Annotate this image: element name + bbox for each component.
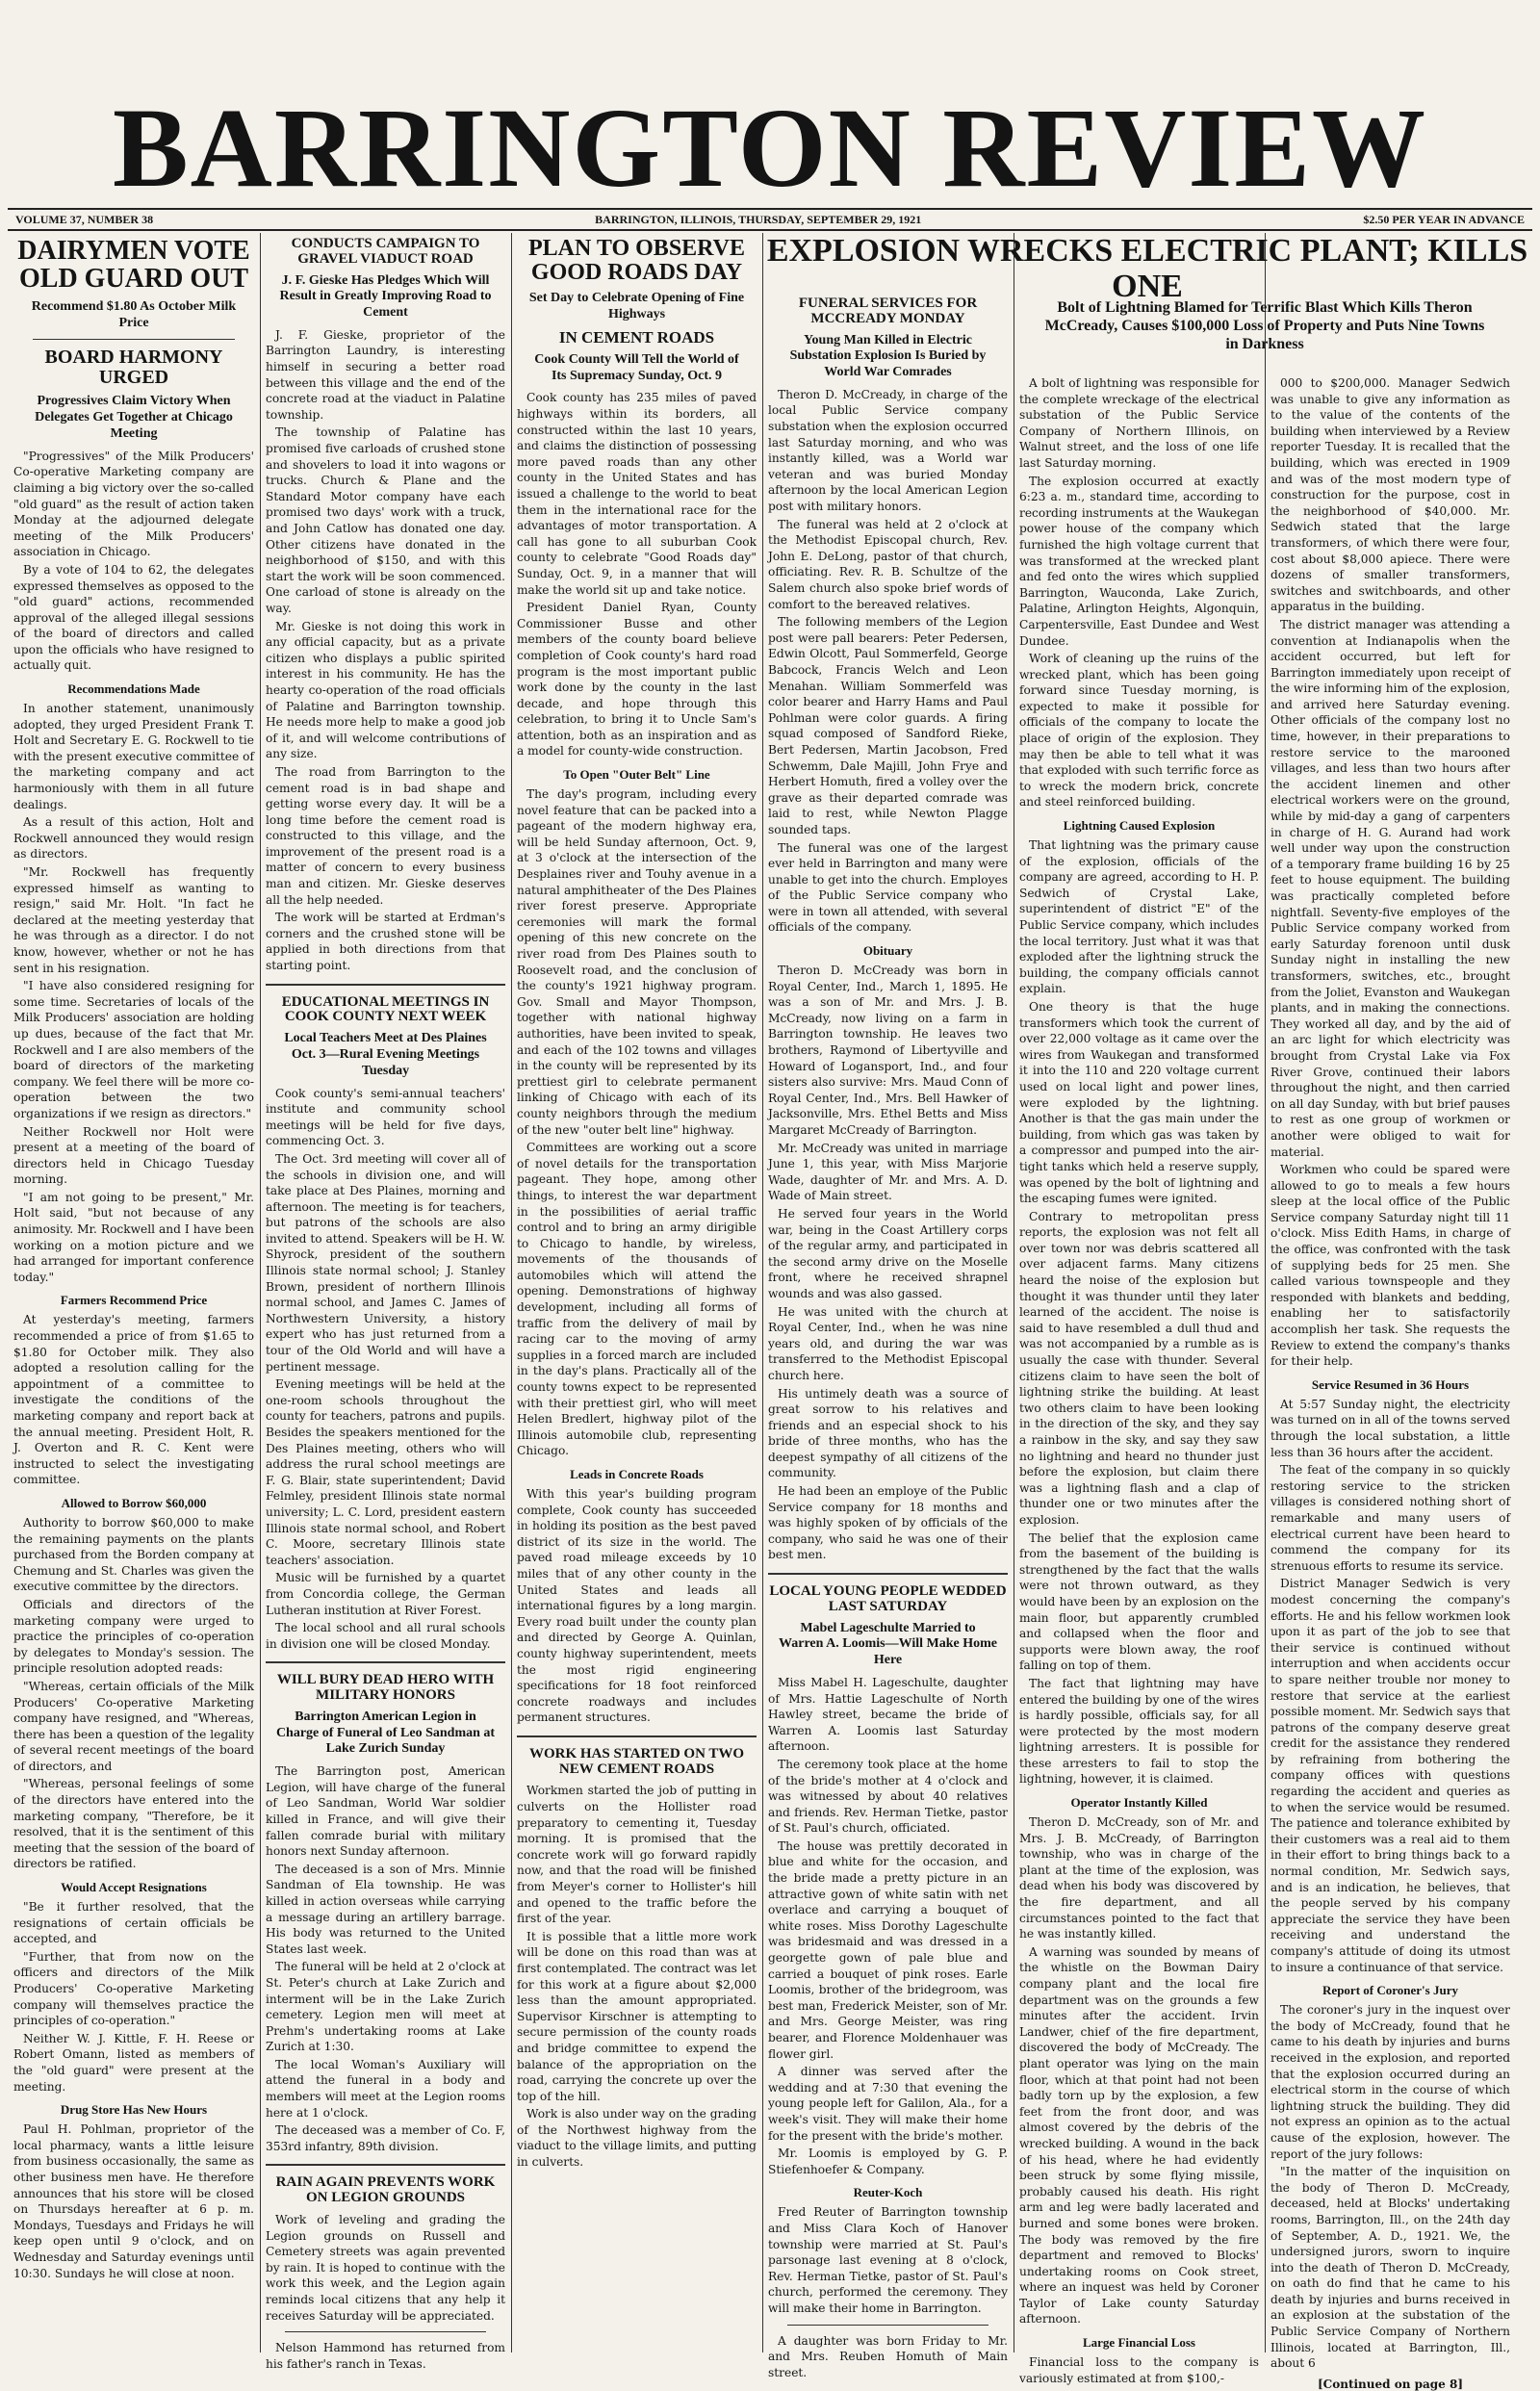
deck-substation: Young Man Killed in Electric Substation Explosion Is Buried by World War Comrades (789, 332, 987, 380)
article-paragraph: The district manager was attending a convention at Indianapolis when the accident occurred, but left for Barrington immediately upon receipt of the wire informing him of the explosion, and arrived here Saturday evening. Other officials of the company lost no time, however, in their preparations to restore service to the marooned villages, and less than two hours after the accident linemen and other electrical workers were on the ground, while by mid-day a gang of carpenters in charge of H. G. Aurand had work well under way upon the construction of a temporary frame building 16 by 25 feet to house equipment. The building was practically completed before nightfall. Seventy-five employes of the Public Service company worked from early Saturday forenoon until dusk Sunday night in installing the new transformers, switches, etc., brought from the Joliet, Evanston and Waukegan plants, and in making the connections. They worked all day, and by the aid of an arc light for which electricity was brought from Crystal Lake via Fox River Grove, continued their labors throughout the night, and then carried on all day Sunday, with but brief pauses to rest as one group of workmen or another were obliged to wait for material. (1270, 617, 1510, 1159)
headline-dairymen: DAIRYMEN VOTE OLD GUARD OUT (17, 236, 250, 295)
subhead: Reuter-Koch (853, 2185, 923, 2200)
column-6 (1265, 375, 1516, 2391)
article-paragraph: Officials and directors of the marketing company were urged to practice the principles of co-operation by delegates to Monday's session. The principle resolution adopted reads: (13, 1597, 254, 1676)
article-paragraph: The belief that the explosion came from the basement of the building is strengthened by the fact that the walls were not thrown outward, as they would have been by an explosion on the main floor, but apparently crumbled and collapsed when the floor and supports were blown away, the roof falling on top of them. (1019, 1530, 1259, 1673)
deck-gieske: J. F. Gieske Has Pledges Which Will Result in Greatly Improving Road to Cement (279, 272, 492, 321)
article-paragraph: At yesterday's meeting, farmers recommended a price of from $1.65 to $1.80 for October milk. They also adopted a resolution calling for the appointment of a committee to investigate the conditions of the marketing company and report back at the annual meeting. President Holt, R. J. Overton and R. C. Kent were instructed to select the investigating committee. (13, 1313, 254, 1487)
article-paragraph: A bolt of lightning was responsible for the complete wreckage of the electrical substation of the Public Service Company of Northern Illinois, on Walnut street, and the loss of one life last Saturday morning. (1019, 376, 1259, 470)
article-paragraph: The deceased was a member of Co. F, 353rd infantry, 89th division. (266, 2123, 505, 2153)
subhead: Allowed to Borrow $60,000 (61, 1495, 207, 1510)
deck-bolt-of-lightning: Bolt of Lightning Blamed for Terrific Blast Which Kills Theron McCready, Causes $100,000 Loss of Property and Puts Nine Towns in Darkness (1044, 299, 1485, 353)
column-1 (8, 233, 260, 2352)
deck-progressives: Progressives Claim Victory When Delegates Get Together at Chicago Meeting (35, 394, 233, 441)
article-paragraph: "Mr. Rockwell has frequently expressed himself as wanting to resign," said Mr. Holt. "In fact he declared at the meeting yesterday that he was through as a director. I do not know, however, whether or not he has sent in his resignation. (13, 865, 254, 975)
subhead: Lightning Caused Explosion (1063, 818, 1216, 834)
article-paragraph: Theron D. McCready was born in Royal Center, Ind., March 1, 1895. He was a son of Mr. and Mrs. J. B. McCready, now living on a farm in Barrington township. He leaves two brothers, Raymond of Libertyville and Howard of Logansport, Ind., and four sisters also survive: Mrs. Maud Conn of Royal Center, Ind., Mrs. Bell Hawker of Jacksonville, Mrs. Ethel Betts and Miss Margaret McCready of Barrington. (768, 964, 1008, 1138)
article-paragraph: The work will be started at Erdman's corners and the crushed stone will be applied in both directions from that starting point. (266, 911, 505, 973)
article-paragraph: The following members of the Legion post were pall bearers: Peter Pedersen, Edwin Olcott, Paul Sommerfeld, George Babcock, Francis Welch and Leon Menahan. William Sommerfeld was color bearer and Harry Hams and Paul Pohlman were color guards. A firing squad composed of Sandford Rieke, Bert Pedersen, Martin Jacobson, Fred Schwemm, Dale Majill, John Frye and Herbert Homuth, fired a volley over the grave as their departed comrade was laid to rest, while Newton Plagge sounded taps. (768, 615, 1008, 836)
article-paragraph: Paul H. Pohlman, proprietor of the local pharmacy, wants a little leisure from business occasionally, the same as other business men have. He therefore announces that his store will be closed on Thursdays hereafter at 6 p. m. Mondays, Tuesdays and Fridays he will keep open until 9 o'clock, and on Wednesday and Saturday evenings until 10:30. Sundays he will close at noon. (13, 2122, 254, 2280)
continued-notice: [Continued on page 8] (1317, 2377, 1463, 2391)
headline-funeral-services: FUNERAL SERVICES FOR MCCREADY MONDAY (798, 296, 978, 326)
article-paragraph: The funeral was one of the largest ever held in Barrington and many were unable to get into the church. Employes of the Public Service company who were in town all attended, with several officials of the company. (768, 840, 1008, 935)
article-paragraph: Committees are working out a score of novel details for the transportation pageant. They hope, among other things, to interest the war department in the possibilities of aerial traffic control and to bring an army dirigible to Chicago to handle, by wireless, movements of the thousands of automobiles which will attend the opening. Demonstrations of highway development, including all forms of traffic from the delivery of mail by racing car to the moving of army supplies in a forced march are included in the day's plans. Practically all of the county towns expect to be represented with their prettiest girl, who will meet Helen Bredlert, highway pilot of the Illinois automobile club, representing Chicago. (517, 1141, 757, 1458)
article-paragraph: He had been an employe of the Public Service company for 18 months and was highly spoken of by officials of the company, who said he was one of their best men. (768, 1484, 1008, 1562)
article-paragraph: The coroner's jury in the inquest over the body of McCready, found that he came to his death by injuries and burns received in the explosion, and reported that the explosion occurred during an electrical storm in the course of which lightning struck the building. They did not express an opinion as to the actual cause of the explosion, however. The report of the jury follows: (1270, 2003, 1510, 2161)
article-paragraph: The fact that lightning may have entered the building by one of the wires is hardly possible, officials say, for all were protected by the most modern lightning arresters. It is possible for these arresters to fail to stop the lightning, however, it is claimed. (1019, 1676, 1259, 1787)
explosion-story (762, 233, 1532, 2391)
article-paragraph: The Oct. 3rd meeting will cover all of the schools in division one, and will take place at Des Plaines, morning and afternoon. The meeting is for teachers, but patrons of the schools are also invited to attend. Speakers will be H. W. Shyrock, president of the southern Illinois state normal school; J. Stanley Brown, president of northern Illinois normal school, and James C. James of Northwestern University, a history expert who has just returned from a tour of the Old World and will have a pertinent message. (266, 1151, 505, 1374)
headline-good-roads-day: PLAN TO OBSERVE GOOD ROADS DAY (528, 236, 745, 286)
article-paragraph: Music will be furnished by a quartet from Concordia college, the German Lutheran institution at River Forest. (266, 1571, 505, 1617)
article-paragraph: The township of Palatine has promised five carloads of crushed stone and shovelers to load it into wagons or trucks. Church & Plane and the Standard Motor company have each promised two days' work with a truck, and John Catlow has donated one day. Other citizens have donated in the neighborhood of $150, and with this start the work will be soon commenced. One carload of stone is already on the way. (266, 425, 505, 615)
article-paragraph: Evening meetings will be held at the one-room schools throughout the county for teachers, patrons and pupils. Besides the speakers mentioned for the Des Plaines meeting, others who will address the rural school meetings are F. G. Blair, state superintendent; David Felmley, president Illinois state normal university; L. C. Lord, president eastern Illinois state normal school, and Robert C. Moore, secretary Illinois state teachers' association. (266, 1377, 505, 1567)
article-paragraph: J. F. Gieske, proprietor of the Barrington Laundry, is interesting himself in securing a better road between this village and the end of the concrete road at the viaduct in Palatine township. (266, 327, 505, 422)
article-paragraph: The funeral will be held at 2 o'clock at St. Peter's church at Lake Zurich and interment will be in the Lake Zurich cemetery. Legion men will meet at Prehm's undertaking rooms at Lake Zurich at 1:30. (266, 1960, 505, 2054)
headline-new-cement-roads: WORK HAS STARTED ON TWO NEW CEMENT ROADS (528, 1745, 745, 1777)
deck-lageschulte: Mabel Lageschulte Married to Warren A. Loomis—Will Make Home Here (779, 1620, 997, 1668)
article-paragraph: Nelson Hammond has returned from his father's ranch in Texas. (266, 2341, 505, 2371)
headline-wedded: LOCAL YOUNG PEOPLE WEDDED LAST SATURDAY (769, 1583, 1007, 1614)
article-paragraph: Theron D. McCready, son of Mr. and Mrs. J. B. McCready, of Barrington township, who was in charge of the plant at the time of the explosion, was dead when his body was discovered by the fire department, and all circumstances pointed to the fact that he was instantly killed. (1019, 1815, 1259, 1941)
column-3 (511, 233, 762, 2352)
article-paragraph: Neither Rockwell nor Holt were present at a meeting of the board of directors held in Chicago Tuesday morning. (13, 1124, 254, 1187)
article-paragraph: "Whereas, personal feelings of some of the directors have entered into the marketing company, "Therefore, be it resolved, that it is the sentiment of this meeting that the session of the board of directors be ratified. (13, 1777, 254, 1871)
headline-cement-roads: IN CEMENT ROADS (558, 327, 715, 347)
deck-highways: Set Day to Celebrate Opening of Fine Highways (528, 291, 745, 322)
article-paragraph: The local Woman's Auxiliary will attend the funeral in a body and members will meet at the Legion rooms here at 1 o'clock. (266, 2057, 505, 2120)
article-paragraph: The funeral was held at 2 o'clock at the Methodist Episcopal church, Rev. John E. DeLong, pastor of that church, officiating. Rev. R. B. Schultze of the Salem church also spoke brief words of comfort to the bereaved relatives. (768, 517, 1008, 611)
article-paragraph: By a vote of 104 to 62, the delegates expressed themselves as opposed to the "old guard" actions, recommended approval of the alleged illegal sessions of the board of directors and called upon the officials who have resigned to actually quit. (13, 562, 254, 673)
subhead: Would Accept Resignations (61, 1880, 207, 1895)
article-paragraph: The local school and all rural schools in division one will be closed Monday. (266, 1621, 505, 1651)
article-paragraph: Workmen who could be spared were allowed to go to meals a few hours sleep at the local office of the Public Service company Saturday night till 11 o'clock. Miss Edith Hams, in charge of the office, was confronted with the task of supplying beds for 25 men. She called various townspeople and they responded with blankets and bedding, enabling her to satisfactorily accomplish her task. She requests the Review to extend the company's thanks for their help. (1270, 1163, 1510, 1369)
subhead: Drug Store Has New Hours (60, 2102, 208, 2118)
headline-board-harmony: BOARD HARMONY URGED (44, 347, 223, 389)
column-5 (1014, 293, 1516, 2391)
article-paragraph: Work of cleaning up the ruins of the wrecked plant, which has been going forward since Tuesday morning, is expected to make it possible for officials of the company to locate the place of origin of the explosion. They may then be able to tell what it was that exploded with such terrific force as to wreck the modern brick, concrete and steel reinforced building. (1019, 652, 1259, 810)
article-paragraph: Mr. Gieske is not doing this work in any official capacity, but as a private citizen who displays a public spirited interest in his community. He has the hearty co-operation of the road officials of Palatine and Barrington township. He needs more help to make a good job of it, and will welcome contributions of any size. (266, 619, 505, 761)
dateline-bar (8, 208, 1532, 231)
article-paragraph: President Daniel Ryan, County Commissioner Busse and other members of the county board believe completion of Cook county's hard road program is the most important public work done by the county in the last decade, and hope through this celebration, to bring it to Uncle Sam's attention, both as an inspiration and as a model for county-wide construction. (517, 601, 757, 758)
place-and-date: BARRINGTON, ILLINOIS, THURSDAY, SEPTEMBER 29, 1921 (595, 212, 922, 226)
article-paragraph: Work of leveling and grading the Legion grounds on Russell and Cemetery streets was again prevented by rain. It is hoped to continue with the work this week, and the Legion again reminds local citizens that any help it receives Saturday will be appreciated. (266, 2212, 505, 2323)
subhead: Service Resumed in 36 Hours (1311, 1376, 1470, 1392)
article-paragraph: He served four years in the World war, being in the Coast Artillery corps of the regular army, and participated in the second army drive on the Moselle front, where he received shrapnel wounds and was also gassed. (768, 1206, 1008, 1300)
article-paragraph: One theory is that the huge transformers which took the current of over 22,000 voltage as it came over the wires from Waukegan and transformed it into the 110 and 220 voltage current used on local light and power lines, were exploded by the lightning. Another is that the gas main under the building, from which gas was taken by a compressor and pumped into the air-tight tanks which held a reserve supply, was opened by the bolt of lightning and the escaping fumes were ignited. (1019, 999, 1259, 1206)
subhead: Leads in Concrete Roads (570, 1467, 704, 1481)
article-paragraph: The Barrington post, American Legion, will have charge of the funeral of Leo Sandman, World War soldier killed in France, and will give their fallen comrade burial with military honors next Sunday afternoon. (266, 1764, 505, 1859)
deck-legion-funeral: Barrington American Legion in Charge of Funeral of Leo Sandman at Lake Zurich Sunday (275, 1709, 496, 1757)
article-paragraph: That lightning was the primary cause of the explosion, officials of the company are agreed, according to H. P. Sedwich of Crystal Lake, superintendent of district "E" of the Public Service company, which includes the local territory. Just what it was that exploded after the lightning struck the building, the company officials cannot explain. (1019, 838, 1259, 996)
article-paragraph: He was united with the church at Royal Center, Ind., when he was nine years old, and during the war was transferred to the Methodist Episcopal church here. (768, 1304, 1008, 1382)
article-paragraph: Work is also under way on the grading of the Northwest highway from the viaduct to the village limits, and putting in culverts. (517, 2107, 757, 2170)
deck-cook-county: Cook County Will Tell the World of Its Supremacy Sunday, Oct. 9 (534, 351, 739, 383)
article-paragraph: The road from Barrington to the cement road is in bad shape and getting worse every day. It will be a long time before the cement road is constructed to this village, and the improvement of the present road is a matter of concern to every business man and citizen. Mr. Gieske deserves all the help needed. (266, 764, 505, 907)
deck-milk-price: Recommend $1.80 As October Milk Price (31, 298, 237, 330)
article-paragraph: In another statement, unanimously adopted, they urged President Frank T. Holt and Secretary E. G. Rockwell to tie with the present executive committee of the marketing company and act harmoniously with them in all future dealings. (13, 702, 254, 811)
subhead: To Open "Outer Belt" Line (563, 767, 710, 783)
subhead: Recommendations Made (67, 681, 200, 697)
article-paragraph: Fred Reuter of Barrington township and Miss Clara Koch of Hanover township were married at St. Paul's parsonage last evening at 8 o'clock, Rev. Herman Tietke, pastor of St. Paul's church, performed the ceremony. They will make their home in Barrington. (768, 2205, 1008, 2315)
article-paragraph: At 5:57 Sunday night, the electricity was turned on in all of the towns served through the local substation, a little less than 36 hours after the accident. (1270, 1397, 1510, 1459)
subhead: Report of Coroner's Jury (1322, 1983, 1458, 1998)
article-paragraph: The feat of the company in so quickly restoring service to the stricken villages is considered nothing short of remarkable and many users of electrical current have been heard to commend the company for its strenuous efforts to resume its service. (1270, 1463, 1510, 1573)
article-paragraph: A warning was sounded by means of the whistle on the Bowman Dairy company plant and the local fire department was on the grounds a few minutes after the accident. Irvin Landwer, chief of the fire department, discovered the body of McCready. The plant operator was lying on the main floor, which at that point had not been badly torn up by the explosion, a few feet from the front door, and was almost covered by the debris of the wrecked building. A wound in the back of his head, where he had evidently been struck by some flying missile, probably caused his death. His right arm and leg were badly lacerated and burned and some bones were broken. The body was removed by the fire department and removed to Blocks' undertaking rooms on Cook street, where an inquest was held by Coroner Taylor of Lake county Saturday afternoon. (1019, 1944, 1259, 2327)
headline-viaduct-road: CONDUCTS CAMPAIGN TO GRAVEL VIADUCT ROAD (291, 236, 480, 267)
article-paragraph: A daughter was born Friday to Mr. and Mrs. Reuben Homuth of Main street. (768, 2333, 1008, 2379)
article-paragraph: "Be it further resolved, that the resignations of certain officials be accepted, and (13, 1900, 254, 1946)
article-paragraph: "I have also considered resigning for some time. Secretaries of locals of the Milk Producers' association are holding up dues, because of the fact that Mr. Rockwell and I are also members of the board of directors of the marketing company. We feel there will be more co-operation between the two organizations if we resign as directors." (13, 979, 254, 1120)
headline-dead-hero: WILL BURY DEAD HERO WITH MILITARY HONORS (276, 1672, 495, 1704)
article-paragraph: The house was prettily decorated in blue and white for the occasion, and the bride made a pretty picture in an attractive gown of white satin with net overlace and carrying a bouquet of white roses. Miss Dorothy Lageschulte was bridesmaid and was dressed in a georgette gown of pale blue and carried a bouquet of pink roses. Earle Loomis, brother of the bridegroom, was best man, Frederick Meister, son of Mr. and Mrs. George Meister, was ring bearer, and Florence Moldenhauer was flower girl. (768, 1838, 1008, 2061)
article-paragraph: Mr. Loomis is employed by G. P. Stiefenhoefer & Company. (768, 2147, 1008, 2176)
subhead: Operator Instantly Killed (1070, 1795, 1208, 1811)
article-paragraph: Cook county's semi-annual teachers' institute and community school meetings will be held for five days, commencing Oct. 3. (266, 1086, 505, 1148)
article-paragraph: "Progressives" of the Milk Producers' Co-operative Marketing company are claiming a big victory over the so-called "old guard" as the result of action taken Monday at the adjourned delegate meeting of the Milk Producers' association in Chicago. (13, 449, 254, 559)
columns-area (8, 233, 1532, 2391)
article-paragraph: "Whereas, certain officials of the Milk Producers' Co-operative Marketing company have resigned, and "Whereas, there has been a question of the legality of several recent meetings of the board of directors, and (13, 1679, 254, 1773)
article-paragraph: The deceased is a son of Mrs. Minnie Sandman of Ela township. He was killed in action overseas while carrying a message during an artillery barrage. His body was returned to the United States last week. (266, 1862, 505, 1956)
article-paragraph: Financial loss to the company is variously estimated at from $100,- (1019, 2355, 1259, 2385)
article-paragraph: A dinner was served after the wedding and at 7:30 that evening the young people left for Galilon, Ala., for a week's visit. They will make their home for the present with the bride's mother. (768, 2065, 1008, 2143)
article-paragraph: The explosion occurred at exactly 6:23 a. m., standard time, according to recording instruments at the Waukegan power house of the company which furnished the high voltage current that was transformed at the wrecked plant and fed onto the wires which supplied Barrington, Wauconda, Lake Zurich, Palatine, Arlington Heights, Algonquin, Carpentersville, East Dundee and West Dundee. (1019, 474, 1259, 648)
article-paragraph: 000 to $200,000. Manager Sedwich was unable to give any information as to the value of the contents of the building when interviewed by a Review reporter Tuesday. It is recalled that the building, which was erected in 1909 and was of the most modern type of construction for the purpose, cost in the neighborhood of $40,000. Mr. Sedwich stated that the large transformers, of which there were four, cost about $8,000 apiece. There were dozens of smaller transformers, switches and switchboards, and other apparatus in the building. (1270, 376, 1510, 614)
article-paragraph: With this year's building program complete, Cook county has succeeded in holding its position as the best paved district of its size in the world. The paved road mileage exceeds by 10 miles that of any other county in the United States and leads all international figures by a long margin. Every road built under the county plan and directed by George A. Quinlan, county highway superintendent, meets the most rigid engineering specifications for 18 foot reinforced concrete roadways and includes permanent structures. (517, 1487, 757, 1725)
subscription-price: $2.50 PER YEAR IN ADVANCE (1363, 212, 1525, 226)
article-paragraph: His untimely death was a source of great sorrow to his relatives and friends and an especial shock to his bride of three months, who has the deepest sympathy of all citizens of the community. (768, 1386, 1008, 1480)
subhead: Large Financial Loss (1082, 2335, 1195, 2351)
article-paragraph: Authority to borrow $60,000 to make the remaining payments on the plants purchased from the Borden company at Chemung and St. Charles was given the executive committee by the directors. (13, 1515, 254, 1594)
article-paragraph: Neither W. J. Kittle, F. H. Reese or Robert Omann, listed as members of the "old guard" were present at the meeting. (13, 2031, 254, 2094)
article-paragraph: It is possible that a little more work will be done on this road than was at first contemplated. The contract was let for this work at a figure about $2,000 less than the amount appropriated. Supervisor Kirschner is attempting to secure permission of the county roads and bridge committee to expend the balance of the appropriation on the road, carrying the concrete up over the top of the hill. (517, 1929, 757, 2103)
article-paragraph: Contrary to metropolitan press reports, the explosion was not felt all over town nor was debris scattered all over adjacent farms. Many citizens heard the noise of the explosion but thought it was thunder until they later learned of the accident. The noise is said to have resembled a dull thud and was not accompanied by a rumble as is usually the case with thunder. Several citizens claim to have seen the bolt of lightning strike the building. At least two others claim to have been looking in the direction of the sky, and they say a rainbow in the sky, and say they saw no lightning and heard no thunder just before the explosion, but claim there was a lightning flash and a clap of thunder one or two minutes after the explosion. (1019, 1209, 1259, 1527)
article-paragraph: Cook county has 235 miles of paved highways within its borders, all constructed within the last 10 years, and claims the distinction of possessing more paved roads than any other county in the United States and has issued a challenge to the world to beat them in the international race for the advantages of motor transportation. A call has gone to all suburban Cook county to celebrate "Good Roads day" Sunday, Oct. 9, in a manner that will make the world sit up and take notice. (517, 391, 757, 597)
column-2 (260, 233, 511, 2371)
article-paragraph: "In the matter of the inquisition on the body of Theron D. McCready, deceased, held at Blocks' undertaking rooms, Barrington, Ill., on the 24th day of September, A. D., 1921. We, the undersigned jurors, sworn to inquire into the death of Theron D. McCready, on oath do find that he came to his death by injuries and burns received in an explosion at the substation of the Public Service Company of Northern Illinois, located at Barrington, Ill., about 6 (1270, 2165, 1510, 2371)
article-paragraph: Theron D. McCready, in charge of the local Public Service company substation when the explosion occurred last Saturday morning, and who was instantly killed, was a World war veteran and was buried Monday afternoon by the local American Legion post with military honors. (768, 387, 1008, 514)
deck-teachers: Local Teachers Meet at Des Plaines Oct. 3—Rural Evening Meetings Tuesday (284, 1031, 487, 1078)
article-paragraph: "Further, that from now on the officers and directors of the Milk Producers' Co-operative Marketing company will themselves practice the principles of co-operation." (13, 1949, 254, 2028)
article-paragraph: Workmen started the job of putting in culverts on the Hollister road preparatory to cementing it, Tuesday morning. It is promised that the concrete work will go forward rapidly now, and that the road will be finished from Meyer's corner to Hollister's hill and opened to the traffic before the first of the year. (517, 1784, 757, 1926)
article-paragraph: The ceremony took place at the home of the bride's mother at 4 o'clock and was witnessed by about 40 relatives and friends. Rev. Herman Tietke, pastor of St. Paul's church, officiated. (768, 1757, 1008, 1836)
subhead: Farmers Recommend Price (60, 1293, 208, 1308)
article-paragraph: Miss Mabel H. Lageschulte, daughter of Mrs. Hattie Lageschulte of North Hawley street, became the bride of Warren A. Loomis last Saturday afternoon. (768, 1675, 1008, 1754)
headline-educational-meetings: EDUCATIONAL MEETINGS IN COOK COUNTY NEXT WEEK (281, 993, 490, 1025)
headline-legion-grounds: RAIN AGAIN PREVENTS WORK ON LEGION GROUNDS (275, 2174, 496, 2206)
column-4 (762, 293, 1014, 2379)
article-paragraph: "I am not going to be present," Mr. Holt said, "but not because of any animosity. Mr. Rockwell and I have been working on a motion picture and we had arranged for important conference today." (13, 1190, 254, 1284)
volume-number: VOLUME 37, NUMBER 38 (15, 212, 154, 226)
subhead: Obituary (862, 943, 913, 959)
column-5-body (1014, 375, 1265, 2385)
article-paragraph: District Manager Sedwich is very modest concerning the company's efforts. He and his fellow workmen look upon it as part of the job to see that their service is continued without interruption and when accidents occur to spare neither trouble nor money to restore that service at the earliest possible moment. Mr. Sedwich says that patrons of the company deserve great credit for the assistance they rendered by refraining from bothering the company offices with questions regarding the accident and queries as to when the service would be resumed. The patience and tolerance exhibited by their customers was a real aid to them in their effort to bring things back to a normal condition, Mr. Sedwich says, and is an indication, he believes, that the people served by his company appreciate the service they have been receiving and understand the company's attitude of doing its utmost to insure a continuance of that service. (1270, 1577, 1510, 1974)
article-paragraph: The day's program, including every novel feature that can be packed into a pageant of the modern highway era, will be held Sunday afternoon, Oct. 9, at 3 o'clock at the intersection of the Desplaines river and Touhy avenue in a natural amphitheater of the Des Plaines river forest preserve. Appropriate ceremonies will mark the formal opening of this new concrete on the river road from Des Plaines south to Roosevelt road, and the conclusion of the county's 1921 highway program. Gov. Small and Mayor Thompson, together with national highway authorities, have been invited to speak, and each of the 102 towns and villages in the county will be represented by its prettiest girl to celebrate permanent linking of Chicago with each of its county neighbors through the medium of the new "outer belt line" highway. (517, 787, 757, 1137)
headline-explosion: EXPLOSION WRECKS ELECTRIC PLANT; KILLS ONE (766, 233, 1528, 305)
article-paragraph: As a result of this action, Holt and Rockwell announced they would resign as directors. (13, 815, 254, 861)
masthead-title: BARRINGTON REVIEW (112, 85, 1428, 211)
article-paragraph: Mr. McCready was united in marriage June 1, this year, with Miss Marjorie Wade, daughter of Mr. and Mrs. A. D. Wade of Main street. (768, 1141, 1008, 1203)
